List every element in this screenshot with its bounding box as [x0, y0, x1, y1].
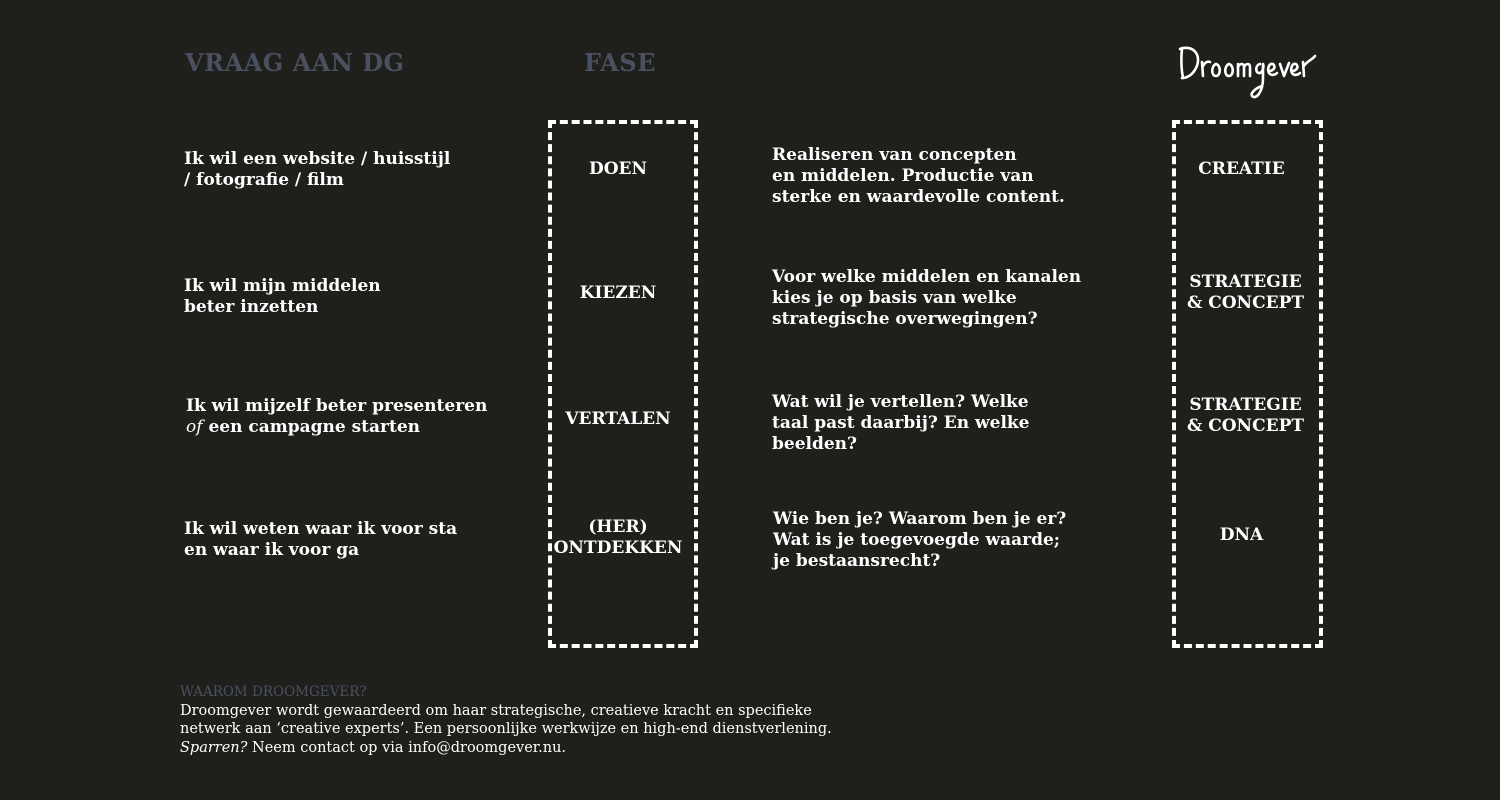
footer-line: netwerk aan ‘creative experts’. Een persoonlijke werkwijze en high-end dienstverlening.: [180, 721, 832, 737]
question-line-rest: een campagne starten: [202, 417, 421, 437]
question-row-2: [184, 276, 381, 318]
service-line: STRATEGIE: [1189, 395, 1302, 415]
description-line: je bestaansrecht?: [773, 551, 941, 571]
service-line: CREATIE: [1198, 159, 1285, 179]
description-row-2: [772, 267, 1081, 330]
footer-line: Droomgever wordt gewaardeerd om haar strategische, creatieve kracht en specifieke: [180, 702, 812, 719]
footer-line: [180, 739, 832, 758]
service-label-creatie: [1170, 159, 1313, 180]
footer-title: WAAROM DROOMGEVER?: [180, 684, 367, 700]
description-line: Wat is je toegevoegde waarde;: [773, 530, 1061, 550]
phase-line: VERTALEN: [565, 409, 671, 429]
description-line: taal past daarbij? En welke: [772, 413, 1030, 433]
phase-label-vertalen: [543, 409, 693, 430]
footer: [180, 683, 832, 757]
question-line: Ik wil een website / huisstijl: [184, 149, 451, 169]
phase-label-doen: [543, 159, 693, 180]
service-label-strategie-2: [1170, 395, 1321, 437]
description-line: Wie ben je? Waarom ben je er?: [773, 509, 1067, 529]
description-row-4: [773, 509, 1066, 572]
question-line: Ik wil mijzelf beter presenteren: [186, 396, 488, 416]
question-line: beter inzetten: [184, 297, 319, 317]
phase-line: DOEN: [588, 159, 648, 179]
question-line: [186, 417, 487, 438]
description-line: kies je op basis van welke: [772, 288, 1017, 308]
description-line: sterke en waardevolle content.: [772, 187, 1065, 207]
service-label-dna: [1170, 525, 1313, 546]
column-header-vraag: VRAAG AAN DG: [185, 48, 405, 77]
question-line: / fotografie / film: [184, 170, 344, 190]
service-line: & CONCEPT: [1186, 293, 1305, 313]
description-line: en middelen. Productie van: [772, 166, 1034, 186]
droomgever-logo-icon: [1176, 38, 1321, 104]
service-dashed-box: [1172, 120, 1323, 648]
phase-line: ONTDEKKEN: [553, 538, 683, 558]
footer-contact: Neem contact op via info@droomgever.nu.: [247, 739, 567, 756]
fase-dashed-box: [548, 120, 698, 648]
question-italic-word: of: [186, 417, 203, 437]
footer-sparren: Sparren?: [180, 739, 248, 756]
service-label-strategie: [1170, 272, 1321, 314]
description-line: Wat wil je vertellen? Welke: [772, 392, 1029, 412]
service-line: STRATEGIE: [1189, 272, 1302, 292]
description-line: strategische overwegingen?: [772, 309, 1038, 329]
question-row-3: [186, 396, 487, 438]
description-row-1: [772, 145, 1065, 208]
description-line: Realiseren van concepten: [772, 145, 1017, 165]
question-line: en waar ik voor ga: [184, 540, 360, 560]
question-line: Ik wil mijn middelen: [184, 276, 381, 296]
question-line: Ik wil weten waar ik voor sta: [184, 519, 458, 539]
phase-line: KIEZEN: [579, 283, 657, 303]
service-line: DNA: [1219, 525, 1264, 545]
phase-line: (HER): [588, 517, 648, 537]
description-line: beelden?: [772, 434, 857, 454]
service-line: & CONCEPT: [1186, 416, 1305, 436]
question-row-1: [184, 149, 450, 191]
phase-label-herontdekken: [543, 517, 693, 559]
phase-label-kiezen: [543, 283, 693, 304]
description-line: Voor welke middelen en kanalen: [772, 267, 1082, 287]
question-row-4: [184, 519, 457, 561]
column-header-fase: FASE: [584, 48, 656, 77]
description-row-3: [772, 392, 1030, 455]
